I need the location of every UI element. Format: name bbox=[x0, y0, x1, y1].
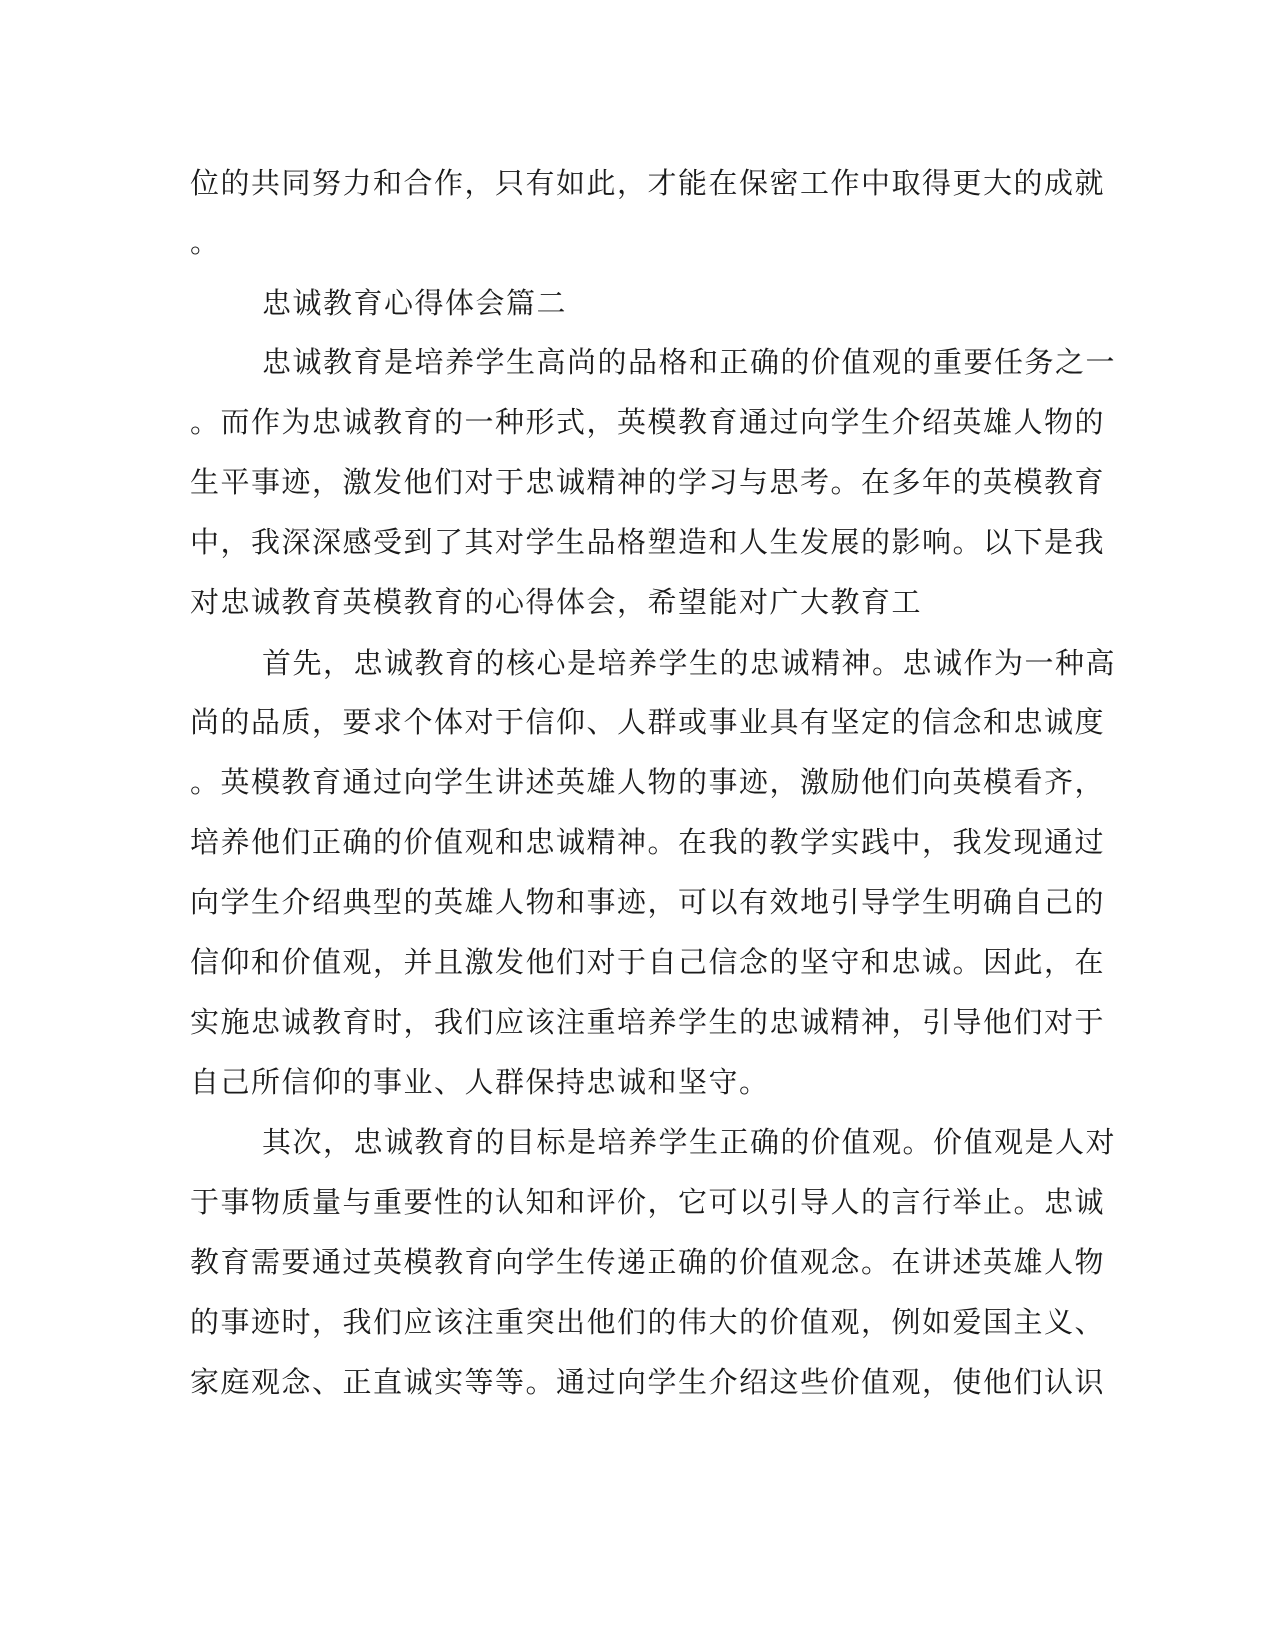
text-line: 位的共同努力和合作，只有如此，才能在保密工作中取得更大的成就 bbox=[190, 166, 1106, 200]
text-line: 培养他们正确的价值观和忠诚精神。在我的教学实践中，我发现通过 bbox=[190, 825, 1106, 859]
text-line: 家庭观念、正直诚实等等。通过向学生介绍这些价值观，使他们认识 bbox=[190, 1365, 1106, 1399]
paragraph-start: 其次，忠诚教育的目标是培养学生正确的价值观。价值观是人对 bbox=[262, 1125, 1117, 1159]
text-line: 生平事迹，激发他们对于忠诚精神的学习与思考。在多年的英模教育 bbox=[190, 465, 1106, 499]
text-line: 尚的品质，要求个体对于信仰、人群或事业具有坚定的信念和忠诚度 bbox=[190, 705, 1106, 739]
text-line: 信仰和价值观，并且激发他们对于自己信念的坚守和忠诚。因此，在 bbox=[190, 945, 1106, 979]
text-line: 对忠诚教育英模教育的心得体会，希望能对广大教育工 bbox=[190, 585, 923, 619]
paragraph-start: 首先，忠诚教育的核心是培养学生的忠诚精神。忠诚作为一种高 bbox=[262, 646, 1117, 680]
text-line: 自己所信仰的事业、人群保持忠诚和坚守。 bbox=[190, 1065, 770, 1099]
text-line: 向学生介绍典型的英雄人物和事迹，可以有效地引导学生明确自己的 bbox=[190, 885, 1106, 919]
text-line: 的事迹时，我们应该注重突出他们的伟大的价值观，例如爱国主义、 bbox=[190, 1305, 1106, 1339]
text-line: 。而作为忠诚教育的一种形式，英模教育通过向学生介绍英雄人物的 bbox=[190, 405, 1106, 439]
text-line: 实施忠诚教育时，我们应该注重培养学生的忠诚精神，引导他们对于 bbox=[190, 1005, 1106, 1039]
paragraph-start: 忠诚教育是培养学生高尚的品格和正确的价值观的重要任务之一 bbox=[262, 345, 1117, 379]
text-line: 。 bbox=[190, 225, 221, 259]
section-heading: 忠诚教育心得体会篇二 bbox=[262, 286, 568, 320]
text-line: 中，我深深感受到了其对学生品格塑造和人生发展的影响。以下是我 bbox=[190, 525, 1106, 559]
text-line: 。英模教育通过向学生讲述英雄人物的事迹，激励他们向英模看齐， bbox=[190, 765, 1106, 799]
text-line: 于事物质量与重要性的认知和评价，它可以引导人的言行举止。忠诚 bbox=[190, 1185, 1106, 1219]
text-line: 教育需要通过英模教育向学生传递正确的价值观念。在讲述英雄人物 bbox=[190, 1245, 1106, 1279]
